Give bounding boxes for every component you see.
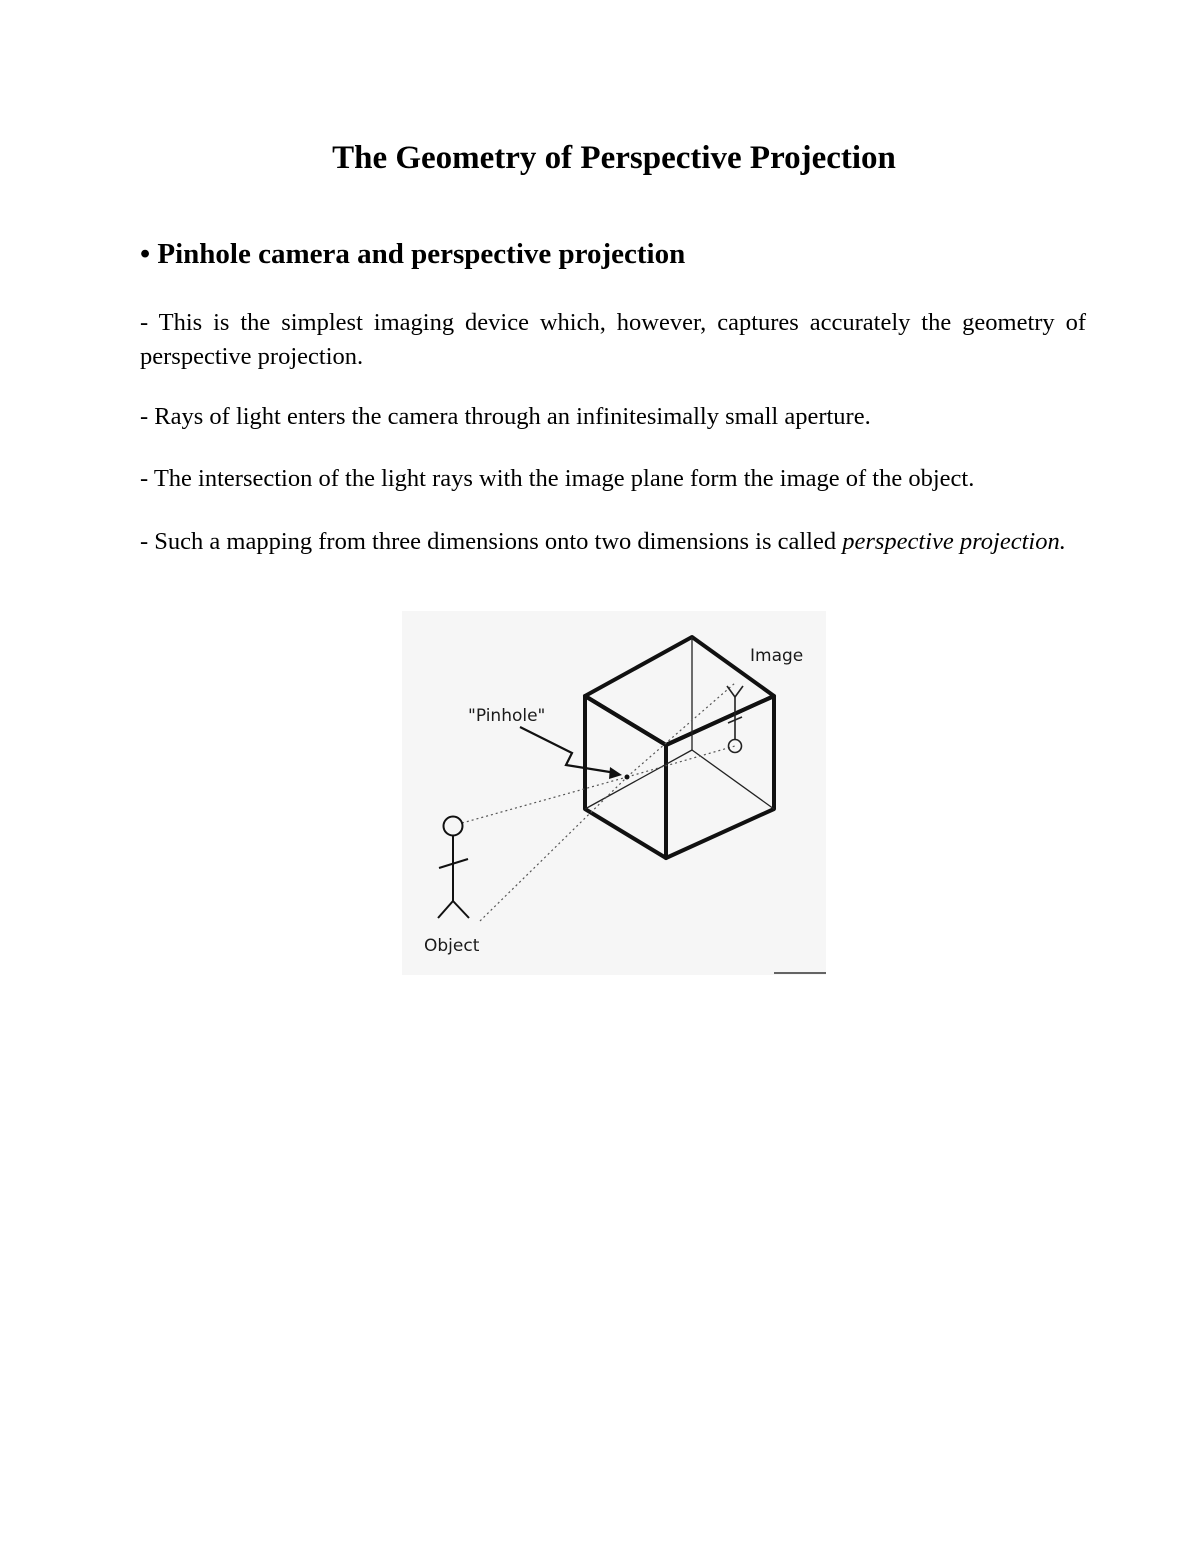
object-label: Object	[424, 936, 480, 956]
pinhole-point	[625, 775, 630, 780]
image-label: Image	[750, 646, 804, 666]
paragraph-light-rays: - Rays of light enters the camera through an infinitesimally small aperture.	[140, 403, 871, 430]
pinhole-camera-figure	[402, 611, 828, 977]
emphasized-term: perspective projection.	[842, 528, 1066, 555]
page-title: The Geometry of Perspective Projection	[332, 140, 896, 176]
paragraph-perspective-projection	[140, 525, 1086, 559]
pinhole-camera-diagram	[402, 611, 828, 977]
paragraph-text: - Such a mapping from three dimensions onto two dimensions is called	[140, 528, 843, 555]
paragraph-image-formation: - The intersection of the light rays with the image plane form the image of the object.	[140, 465, 975, 492]
paragraph-pinhole-definition: - This is the simplest imaging device which, however, captures accurately the geometry of perspective projection.	[140, 309, 1086, 370]
pinhole-label: "Pinhole"	[468, 706, 546, 726]
section-heading: • Pinhole camera and perspective projection	[140, 238, 686, 270]
